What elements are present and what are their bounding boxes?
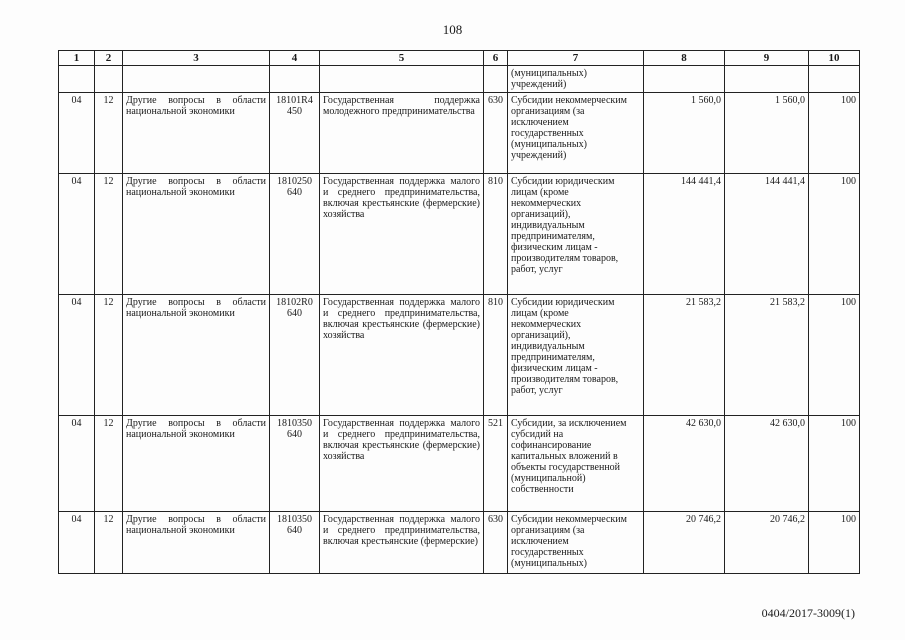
expense-type-code: 630 (484, 93, 508, 174)
column-header: 1 (59, 51, 95, 66)
amount-planned: 1 560,0 (644, 93, 725, 174)
column-header: 2 (95, 51, 123, 66)
target-article-code: 1810350 640 (270, 512, 320, 574)
execution-percent: 100 (809, 295, 860, 416)
subsection-code: 12 (95, 416, 123, 512)
amount-executed: 20 746,2 (725, 512, 809, 574)
document-code: 0404/2017-3009(1) (761, 606, 855, 620)
expense-type-name: Субсидии юридическим лицам (кроме некоммерческих организаций), индивидуальным предпринимателям, физическим лицам - производителям товаров, работ, услуг (508, 295, 644, 416)
expense-type-code: 810 (484, 295, 508, 416)
amount-planned: 42 630,0 (644, 416, 725, 512)
section-name: Другие вопросы в области национальной экономики (123, 416, 270, 512)
continuation-expense-type: (муниципальных) учреждений) (508, 66, 644, 93)
column-header: 9 (725, 51, 809, 66)
target-article-name: Государственная поддержка молодежного предпринимательства (320, 93, 484, 174)
target-article-name: Государственная поддержка малого и среднего предпринимательства, включая крестьянские (фермерские) хозяйства (320, 174, 484, 295)
section-code: 04 (59, 295, 95, 416)
amount-planned: 21 583,2 (644, 295, 725, 416)
expense-type-code: 630 (484, 512, 508, 574)
column-header: 10 (809, 51, 860, 66)
section-code: 04 (59, 174, 95, 295)
column-header: 4 (270, 51, 320, 66)
amount-executed: 144 441,4 (725, 174, 809, 295)
subsection-code: 12 (95, 93, 123, 174)
execution-percent: 100 (809, 93, 860, 174)
section-name: Другие вопросы в области национальной экономики (123, 93, 270, 174)
expense-type-code: 810 (484, 174, 508, 295)
target-article-code: 1810250 640 (270, 174, 320, 295)
target-article-code: 18101R4 450 (270, 93, 320, 174)
column-header: 6 (484, 51, 508, 66)
subsection-code: 12 (95, 512, 123, 574)
section-name: Другие вопросы в области национальной экономики (123, 295, 270, 416)
column-header: 3 (123, 51, 270, 66)
table-row (59, 295, 860, 416)
target-article-code: 18102R0 640 (270, 295, 320, 416)
expense-type-code: 521 (484, 416, 508, 512)
section-name: Другие вопросы в области национальной экономики (123, 174, 270, 295)
amount-executed: 42 630,0 (725, 416, 809, 512)
subsection-code: 12 (95, 295, 123, 416)
budget-table (58, 50, 860, 574)
table-row (59, 93, 860, 174)
continuation-row (59, 66, 860, 93)
amount-executed: 1 560,0 (725, 93, 809, 174)
target-article-name: Государственная поддержка малого и среднего предпринимательства, включая крестьянские (фермерские) хозяйства (320, 295, 484, 416)
target-article-name: Государственная поддержка малого и среднего предпринимательства, включая крестьянские (фермерские) хозяйства (320, 416, 484, 512)
subsection-code: 12 (95, 174, 123, 295)
table-row (59, 174, 860, 295)
target-article-name: Государственная поддержка малого и среднего предпринимательства, включая крестьянские (фермерские) (320, 512, 484, 574)
column-header: 5 (320, 51, 484, 66)
expense-type-name: Субсидии, за исключением субсидий на софинансирование капитальных вложений в объекты государственной (муниципальной) собственности (508, 416, 644, 512)
expense-type-name: Субсидии юридическим лицам (кроме некоммерческих организаций), индивидуальным предпринимателям, физическим лицам - производителям товаров, работ, услуг (508, 174, 644, 295)
execution-percent: 100 (809, 512, 860, 574)
column-header: 7 (508, 51, 644, 66)
section-name: Другие вопросы в области национальной экономики (123, 512, 270, 574)
expense-type-name: Субсидии некоммерческим организациям (за исключением государственных (муниципальных) учреждений) (508, 93, 644, 174)
column-header: 8 (644, 51, 725, 66)
table-row (59, 416, 860, 512)
section-code: 04 (59, 93, 95, 174)
execution-percent: 100 (809, 416, 860, 512)
target-article-code: 1810350 640 (270, 416, 320, 512)
amount-planned: 144 441,4 (644, 174, 725, 295)
section-code: 04 (59, 512, 95, 574)
header-row (59, 51, 860, 66)
execution-percent: 100 (809, 174, 860, 295)
amount-planned: 20 746,2 (644, 512, 725, 574)
expense-type-name: Субсидии некоммерческим организациям (за исключением государственных (муниципальных) (508, 512, 644, 574)
page-number: 108 (442, 22, 463, 37)
amount-executed: 21 583,2 (725, 295, 809, 416)
table-row (59, 512, 860, 574)
section-code: 04 (59, 416, 95, 512)
